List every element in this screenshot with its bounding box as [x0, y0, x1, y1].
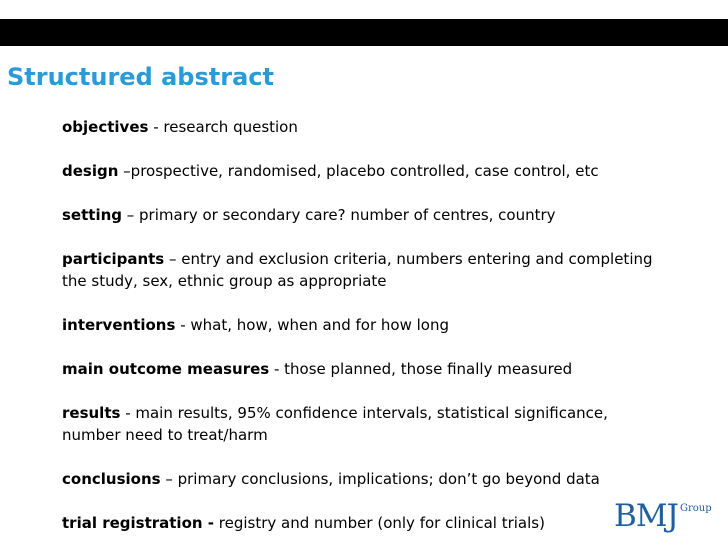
- item-desc: registry and number (only for clinical trials): [214, 514, 545, 532]
- item-term: trial registration -: [62, 514, 215, 532]
- item-desc: – primary conclusions, implications; don’t go beyond data: [160, 470, 600, 488]
- item-term: interventions: [62, 316, 176, 334]
- item-term: results: [62, 404, 121, 422]
- logo-brand: BMJ: [614, 498, 678, 534]
- item-desc: - main results, 95% confidence intervals, statistical significance, number need to treat/harm: [62, 404, 608, 444]
- bmj-group-logo: [614, 497, 726, 537]
- abstract-item-interventions: [62, 314, 662, 336]
- abstract-item-objectives: [62, 116, 662, 138]
- logo-suffix: Group: [680, 503, 712, 514]
- item-desc: – entry and exclusion criteria, numbers entering and completing the study, sex, ethnic group as appropriate: [62, 250, 653, 290]
- top-bar: [0, 19, 728, 46]
- item-term: main outcome measures: [62, 360, 270, 378]
- item-desc: - what, how, when and for how long: [175, 316, 449, 334]
- item-term: conclusions: [62, 470, 161, 488]
- abstract-item-results: [62, 402, 662, 446]
- item-term: design: [62, 162, 119, 180]
- item-term: participants: [62, 250, 165, 268]
- item-desc: – primary or secondary care? number of centres, country: [122, 206, 556, 224]
- item-desc: - research question: [148, 118, 298, 136]
- abstract-item-participants: [62, 248, 662, 292]
- slide-title: Structured abstract: [7, 63, 274, 91]
- abstract-item-trial-registration: [62, 512, 662, 534]
- abstract-item-design: [62, 160, 662, 182]
- abstract-item-setting: [62, 204, 662, 226]
- item-desc: - those planned, those finally measured: [269, 360, 573, 378]
- item-desc: –prospective, randomised, placebo controlled, case control, etc: [118, 162, 599, 180]
- item-term: objectives: [62, 118, 149, 136]
- abstract-item-main-outcome-measures: [62, 358, 662, 380]
- item-term: setting: [62, 206, 122, 224]
- abstract-item-conclusions: [62, 468, 662, 490]
